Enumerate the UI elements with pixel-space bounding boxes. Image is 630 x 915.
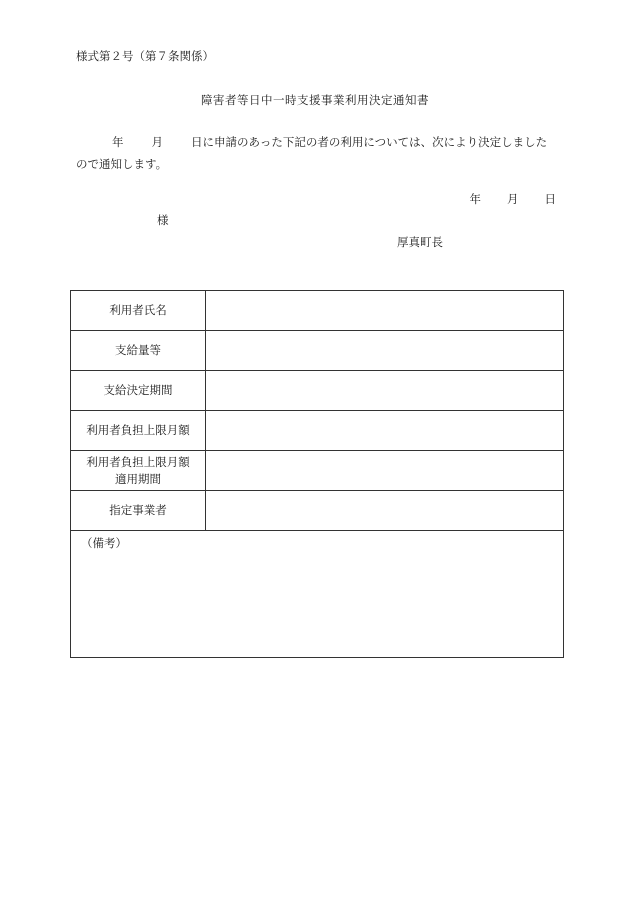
- table-row: [71, 491, 564, 531]
- date-year-unit: 年: [469, 192, 481, 206]
- table-row: [71, 451, 564, 491]
- body-paragraph: [76, 131, 558, 175]
- table-row: [71, 291, 564, 331]
- cap-period-label-line2: 適用期間: [115, 471, 161, 486]
- recipient-honorific: 様: [157, 213, 169, 227]
- row-value-decision-period: [206, 371, 564, 411]
- form-number: 様式第２号（第７条関係）: [76, 49, 214, 63]
- row-label-user-name: 利用者氏名: [71, 291, 206, 331]
- issue-date-line: [470, 192, 557, 207]
- table-row: [71, 331, 564, 371]
- table-row: [71, 371, 564, 411]
- document-title: 障害者等日中一時支援事業利用決定通知書: [201, 93, 429, 107]
- cap-period-label-line1: 利用者負担上限月額: [86, 454, 190, 469]
- row-label-designated-provider: 指定事業者: [71, 491, 206, 531]
- decision-details-table: [70, 290, 564, 658]
- row-label-monthly-cap: 利用者負担上限月額: [71, 411, 206, 451]
- issuer-name: 厚真町長: [397, 235, 443, 249]
- table-row: [71, 531, 564, 658]
- body-intro-text: 日に申請のあった下記の者の利用については、次により決定しましたので通知します。: [76, 135, 548, 171]
- row-value-designated-provider: [206, 491, 564, 531]
- body-year-unit: 年: [112, 135, 124, 149]
- row-value-supply-amount: [206, 331, 564, 371]
- row-label-supply-amount: 支給量等: [71, 331, 206, 371]
- date-month-unit: 月: [507, 192, 519, 206]
- body-month-unit: 月: [151, 135, 163, 149]
- row-value-monthly-cap: [206, 411, 564, 451]
- row-label-decision-period: 支給決定期間: [71, 371, 206, 411]
- table-row: [71, 411, 564, 451]
- remarks-label: （備考）: [81, 536, 127, 550]
- row-label-cap-applicable-period: [71, 451, 206, 491]
- row-value-user-name: [206, 291, 564, 331]
- remarks-cell: [71, 531, 564, 658]
- date-day-unit: 日: [544, 192, 556, 206]
- row-value-cap-applicable-period: [206, 451, 564, 491]
